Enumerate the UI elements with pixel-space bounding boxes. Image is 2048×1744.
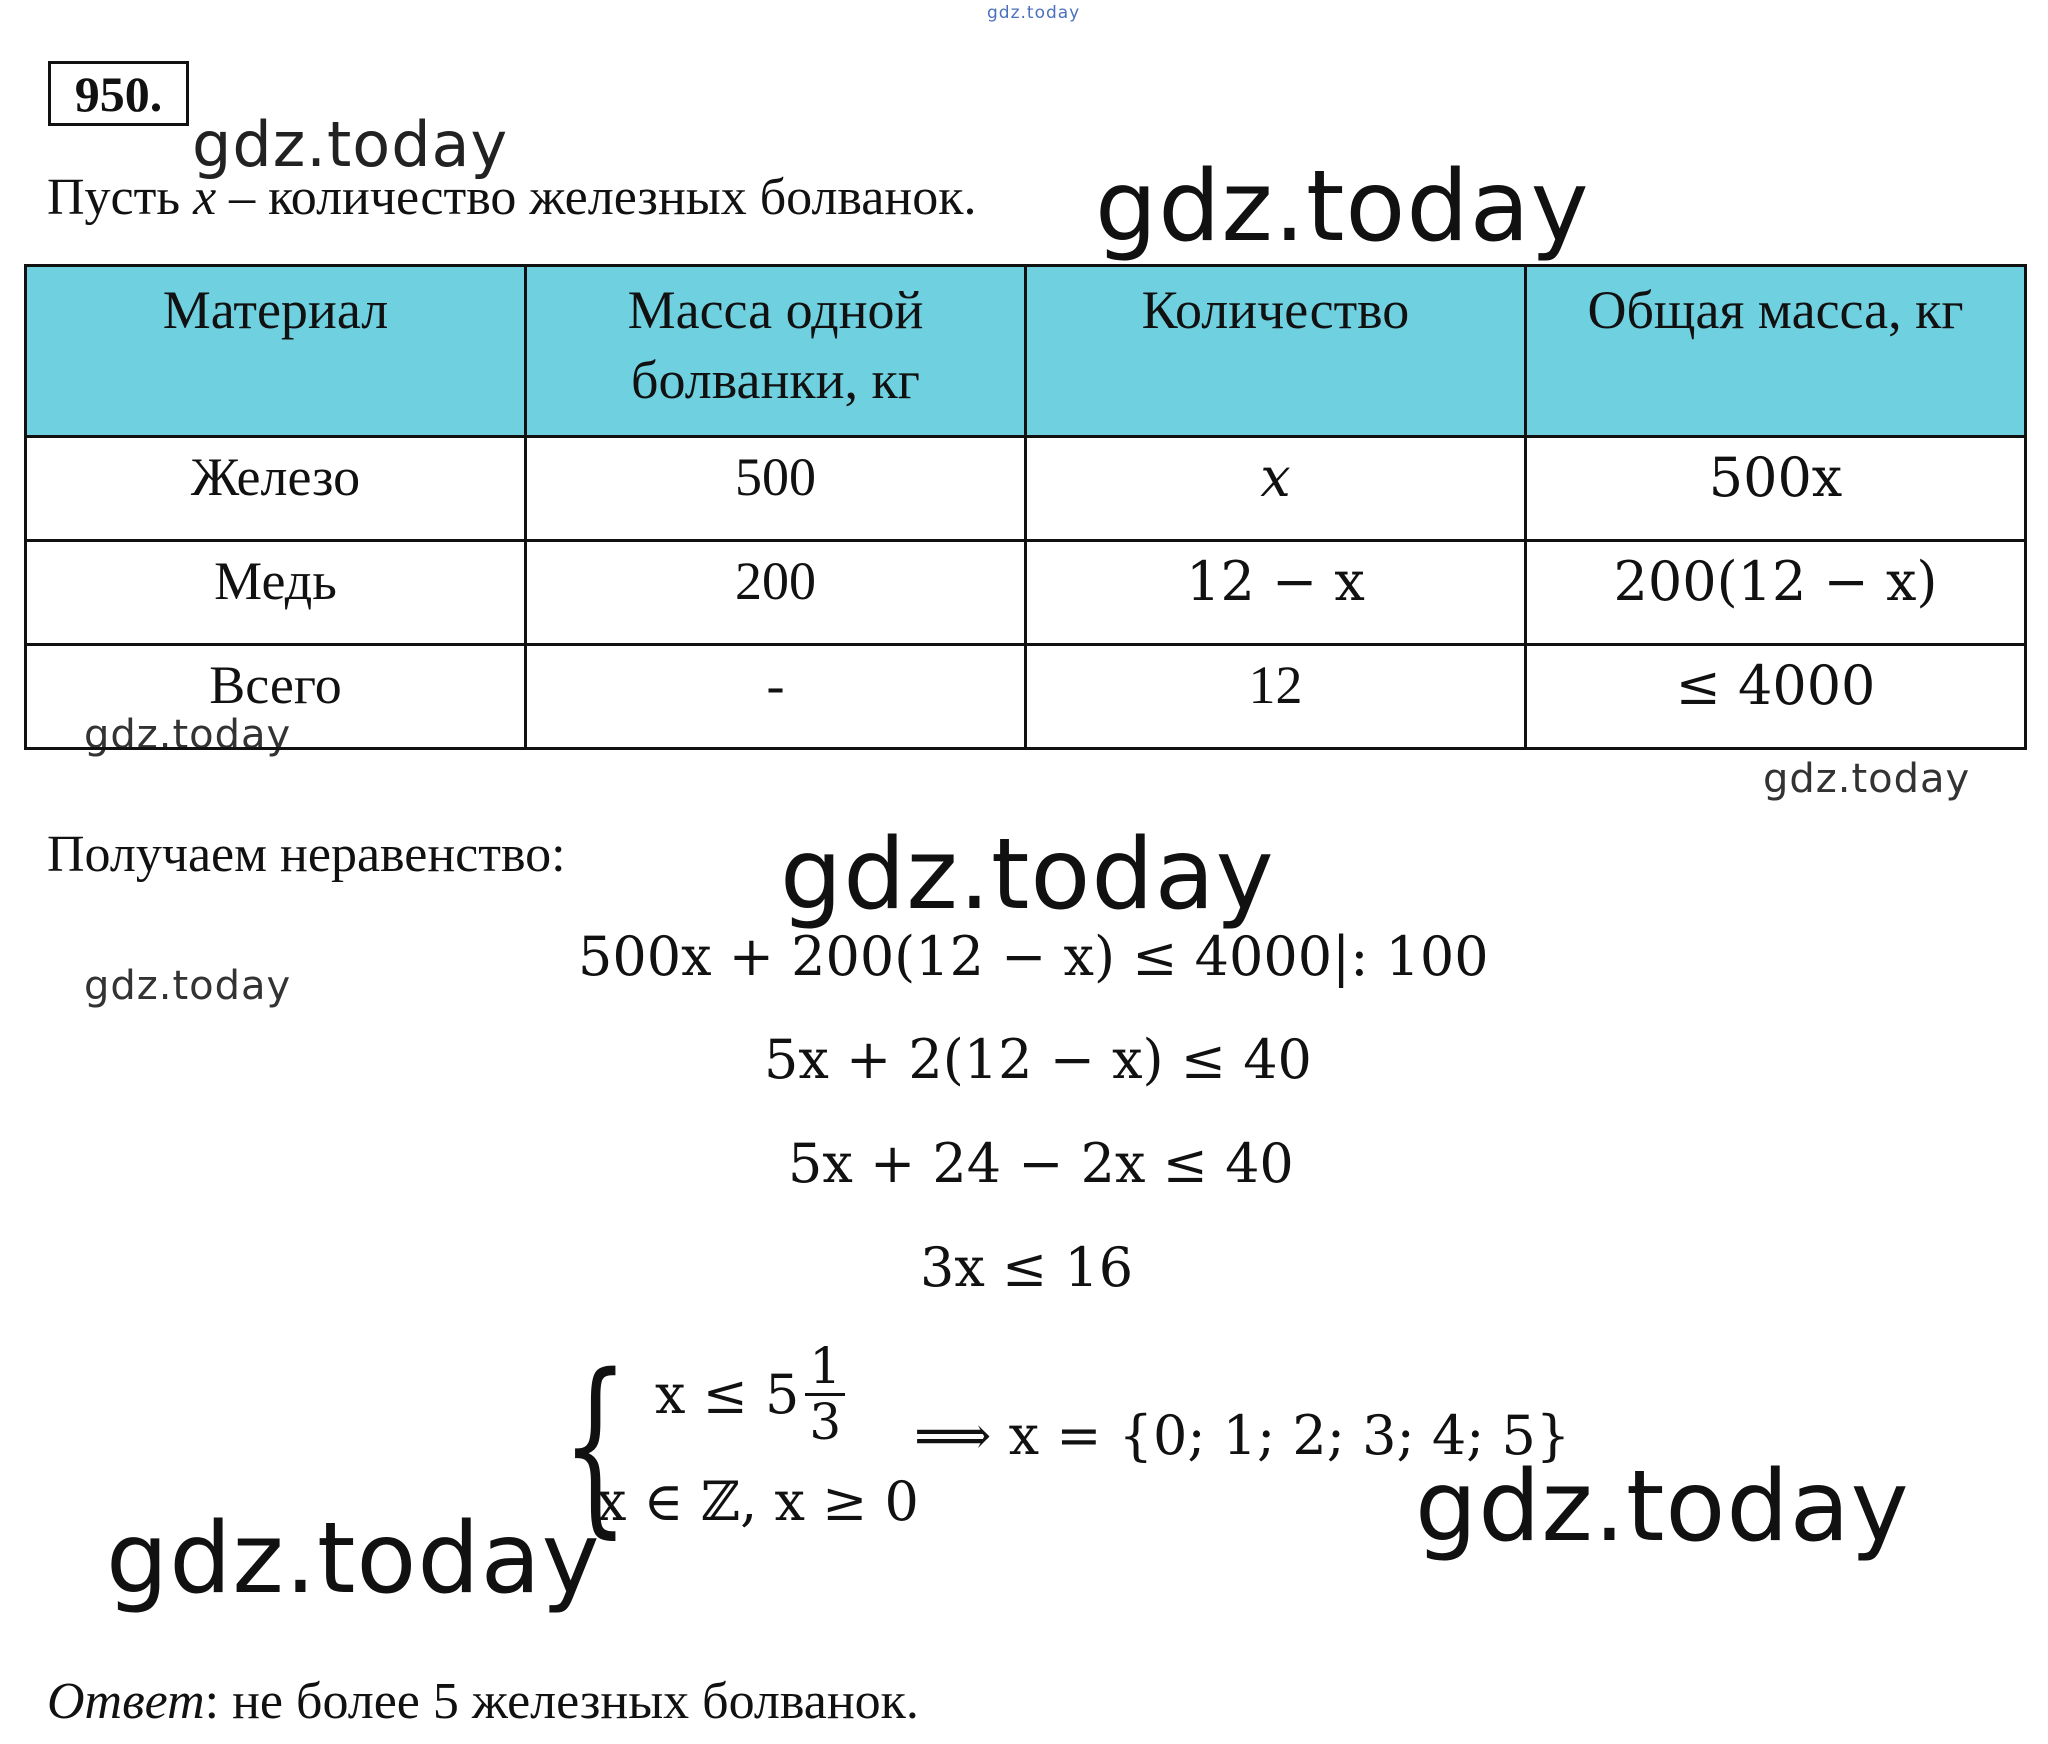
equation-1-note: |: 100 <box>1332 925 1489 988</box>
result-label: Получаем неравенство: <box>47 826 566 883</box>
table-row <box>26 437 2026 541</box>
equation-3: 5x + 24 − 2x ≤ 40 <box>788 1132 1294 1195</box>
system-line-1-text: x ≤ 5 <box>655 1362 800 1426</box>
intro-prefix: Пусть <box>47 169 194 226</box>
table-cell: ≤ 4000 <box>1526 645 2026 749</box>
answer-text: : не более 5 железных болванок. <box>204 1673 919 1730</box>
header-material: Материал <box>26 266 526 437</box>
watermark: gdz.today <box>1095 150 1590 264</box>
watermark: gdz.today <box>780 818 1275 932</box>
system-solution: ⟹ x = {0; 1; 2; 3; 4; 5} <box>914 1404 1571 1467</box>
answer-label: Ответ <box>47 1673 205 1730</box>
fraction <box>805 1337 845 1451</box>
table-row <box>26 645 2026 749</box>
watermark: gdz.today <box>987 3 1081 23</box>
watermark: gdz.today <box>84 712 292 758</box>
table-row <box>26 541 2026 645</box>
table-cell: Медь <box>26 541 526 645</box>
table-cell: x <box>1026 437 1526 541</box>
table-cell: 12 <box>1026 645 1526 749</box>
table-cell: Всего <box>26 645 526 749</box>
table-cell: 200(12 − x) <box>1526 541 2026 645</box>
table-cell: 200 <box>526 541 1026 645</box>
watermark: gdz.today <box>192 108 509 181</box>
intro-text <box>47 168 976 227</box>
watermark: gdz.today <box>1763 756 1971 802</box>
table-cell: 500 <box>526 437 1026 541</box>
intro-variable: x <box>193 169 217 226</box>
watermark: gdz.today <box>106 1502 601 1616</box>
intro-suffix: – количество железных болванок. <box>216 169 977 226</box>
table-cell: 500x <box>1526 437 2026 541</box>
header-total-mass: Общая масса, кг <box>1526 266 2026 437</box>
header-unit-mass: Масса одной болванки, кг <box>526 266 1026 437</box>
header-quantity: Количество <box>1026 266 1526 437</box>
system-brace: { <box>562 1334 629 1555</box>
watermark: gdz.today <box>84 963 292 1009</box>
table-cell: Железо <box>26 437 526 541</box>
equation-2: 5x + 2(12 − x) ≤ 40 <box>764 1028 1312 1091</box>
table-header-row <box>26 266 2026 437</box>
table-cell: - <box>526 645 1026 749</box>
system-line-1 <box>655 1337 845 1451</box>
equation-4: 3x ≤ 16 <box>920 1236 1134 1299</box>
mass-table <box>24 264 2027 750</box>
fraction-numerator: 1 <box>805 1340 845 1396</box>
equation-1: 500x + 200(12 − x) ≤ 4000 <box>578 925 1333 988</box>
answer <box>47 1672 919 1731</box>
system-line-2: x ∈ ℤ, x ≥ 0 <box>596 1470 919 1533</box>
watermark: gdz.today <box>1415 1450 1910 1564</box>
problem-number: 950. <box>48 61 189 126</box>
fraction-denominator: 3 <box>809 1392 842 1451</box>
table-cell: 12 − x <box>1026 541 1526 645</box>
